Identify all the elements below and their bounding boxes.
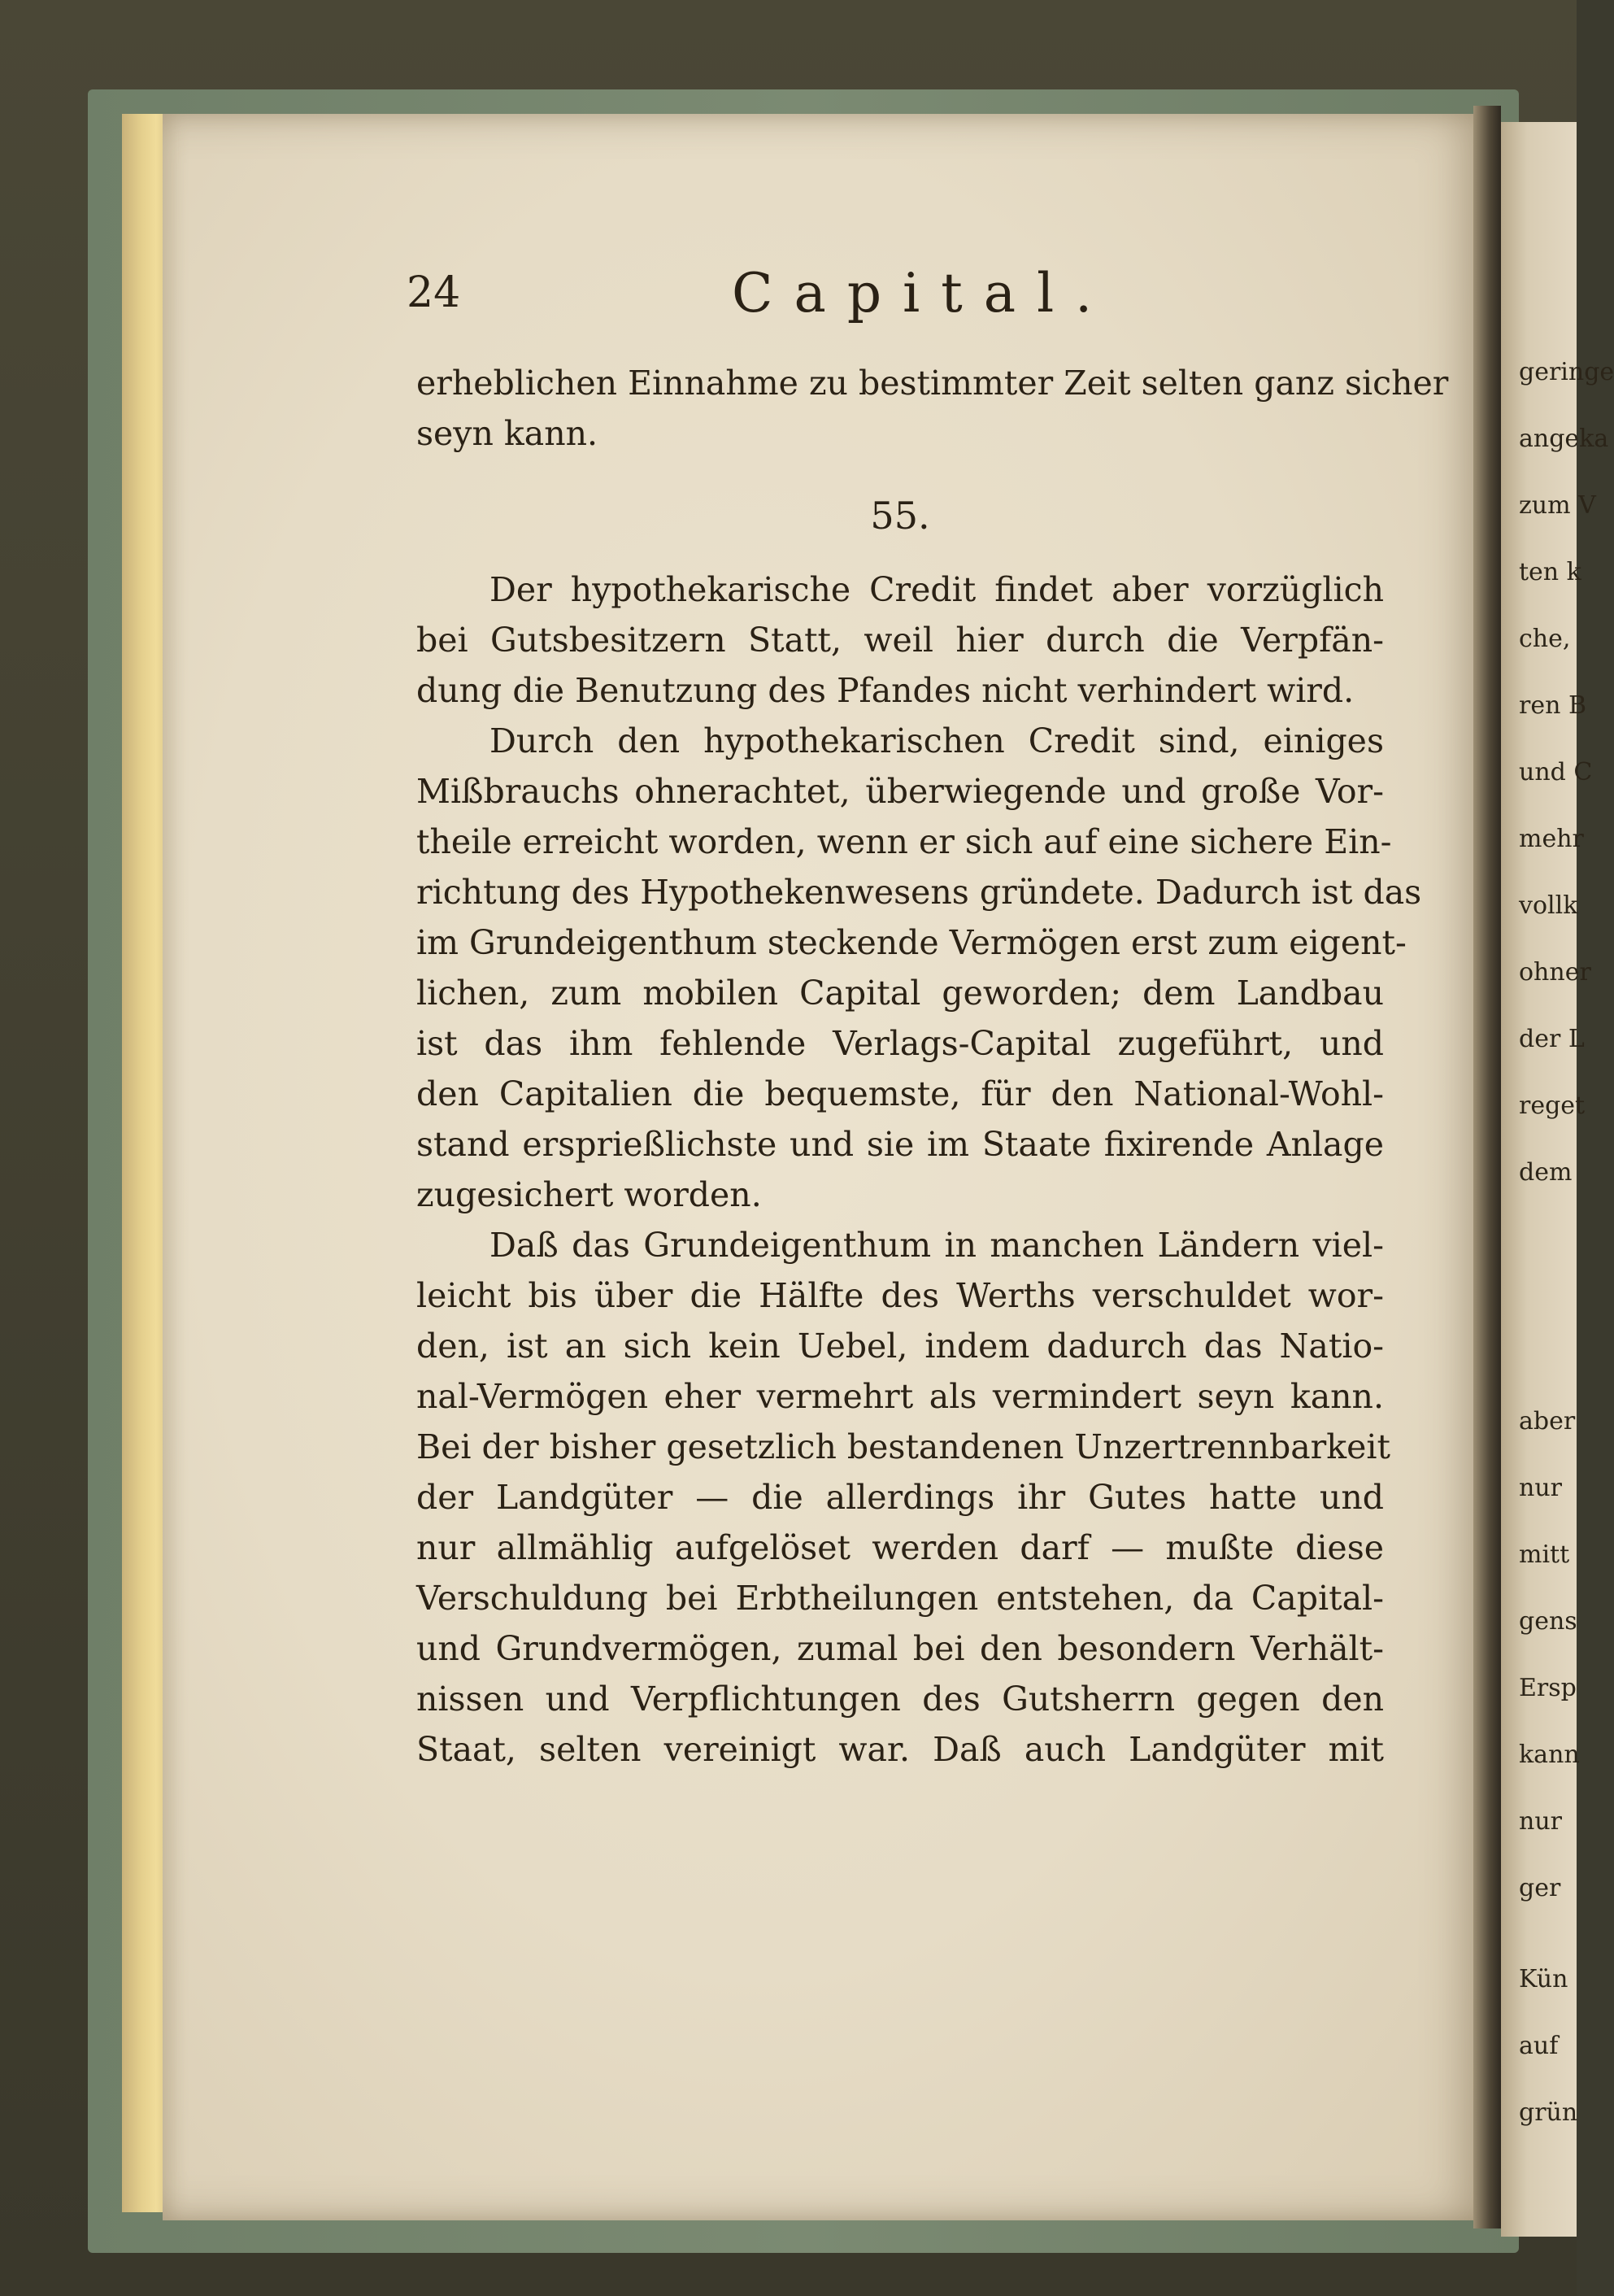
next-page-fragment: mitt xyxy=(1519,1540,1570,1569)
text-line: Staat, selten vereinigt war. Daß auch Landgüter mit xyxy=(416,1730,1384,1769)
next-page-fragment: ohner xyxy=(1519,958,1591,987)
text-line: im Grundeigenthum steckende Vermögen erst zum eigent- xyxy=(416,923,1407,962)
next-page-fragment: Ersp xyxy=(1519,1674,1577,1702)
next-page-fragment: geringe xyxy=(1519,358,1614,386)
text-line: Durch den hypothekarischen Credit sind, einiges xyxy=(489,721,1384,760)
next-page-fragment: auf xyxy=(1519,2032,1559,2060)
next-page-fragment: nur xyxy=(1519,1474,1562,1502)
text-line: der Landgüter — die allerdings ihr Gutes hatte und xyxy=(416,1478,1384,1517)
next-page-fragment: aber xyxy=(1519,1407,1576,1436)
next-page-fragment: ten k xyxy=(1519,558,1581,586)
text-line: den, ist an sich kein Uebel, indem dadurch das Natio- xyxy=(416,1327,1384,1366)
text-line: nal-Vermögen eher vermehrt als vermindert seyn kann. xyxy=(416,1377,1384,1416)
text-line: leicht bis über die Hälfte des Werths verschuldet wor- xyxy=(416,1276,1384,1315)
text-line: seyn kann. xyxy=(416,414,598,453)
text-line: Daß das Grundeigenthum in manchen Ländern viel- xyxy=(489,1226,1384,1265)
section-number: 55. xyxy=(870,494,930,538)
paragraph-3 xyxy=(416,1220,1390,1775)
paragraph-2 xyxy=(416,716,1422,1220)
next-page-fragment: reget xyxy=(1519,1091,1586,1120)
next-page-edge xyxy=(1501,122,1614,2237)
text-line: zugesichert worden. xyxy=(416,1175,762,1214)
next-page-fragment: vollk xyxy=(1519,891,1578,920)
next-page-fragment: und C xyxy=(1519,758,1593,786)
body-text xyxy=(416,358,1449,1775)
text-line: stand ersprießlichste und sie im Staate fixirende Anlage xyxy=(416,1125,1384,1164)
next-page-fragment: dem xyxy=(1519,1158,1573,1187)
next-page-fragment: zum V xyxy=(1519,491,1596,520)
text-line: ist das ihm fehlende Verlags-Capital zugeführt, und xyxy=(416,1024,1384,1063)
page-header xyxy=(407,262,1382,333)
next-page-fragment: che, xyxy=(1519,625,1571,653)
text-line: den Capitalien die bequemste, für den National-Wohl- xyxy=(416,1074,1384,1113)
page-number: 24 xyxy=(407,268,461,317)
next-page-fragment: grün xyxy=(1519,2098,1578,2127)
next-page-fragment: gens xyxy=(1519,1607,1577,1636)
text-line: erheblichen Einnahme zu bestimmter Zeit selten ganz sicher xyxy=(416,364,1449,403)
text-line: Verschuldung bei Erbtheilungen entstehen, da Capital- xyxy=(416,1579,1384,1618)
book-gutter xyxy=(1473,106,1501,2228)
next-page-fragment: angeka xyxy=(1519,425,1609,453)
text-line: bei Gutsbesitzern Statt, weil hier durch die Verpfän- xyxy=(416,621,1384,660)
paragraph-1 xyxy=(416,564,1384,716)
text-line: nissen und Verpflichtungen des Gutsherrn gegen den xyxy=(416,1680,1384,1719)
next-page-fragment: der L xyxy=(1519,1025,1585,1053)
text-line: theile erreicht worden, wenn er sich auf eine sichere Ein- xyxy=(416,822,1392,861)
next-page-fragment: Kün xyxy=(1519,1965,1568,1993)
text-line: Mißbrauchs ohnerachtet, überwiegende und große Vor- xyxy=(416,772,1384,811)
text-line: Bei der bisher gesetzlich bestandenen Unzertrennbarkeit xyxy=(416,1427,1390,1466)
text-line: richtung des Hypothekenwesens gründete. Dadurch ist das xyxy=(416,873,1422,912)
text-line: dung die Benutzung des Pfandes nicht verhindert wird. xyxy=(416,671,1355,710)
next-page-fragment: mehr xyxy=(1519,825,1584,853)
next-page-fragment: ren B xyxy=(1519,691,1586,720)
next-page-fragment: ger xyxy=(1519,1874,1561,1902)
next-page-fragment: kann xyxy=(1519,1741,1580,1769)
text-line: nur allmählig aufgelöset werden darf — mußte diese xyxy=(416,1528,1384,1567)
text-line: Der hypothekarische Credit findet aber vorzüglich xyxy=(489,570,1384,609)
text-line: und Grundvermögen, zumal bei den besondern Verhält- xyxy=(416,1629,1384,1668)
next-page-fragment: nur xyxy=(1519,1807,1562,1836)
text-line: lichen, zum mobilen Capital geworden; dem Landbau xyxy=(416,974,1384,1013)
running-head: Capital. xyxy=(732,262,1114,325)
